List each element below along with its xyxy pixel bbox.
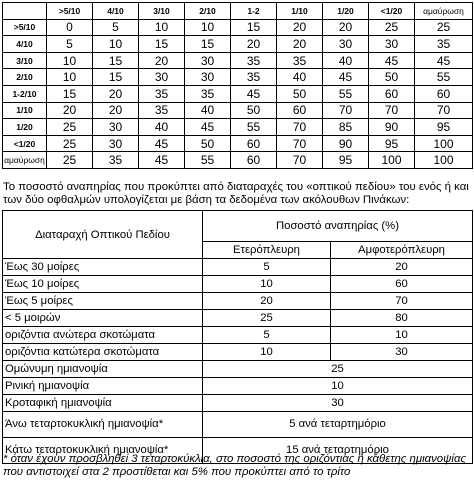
field-merged-value: 10	[203, 378, 473, 395]
grid-row-label: >5/10	[3, 19, 47, 36]
grid-cell: 35	[231, 52, 277, 69]
grid-cell: 50	[185, 135, 231, 152]
field-subheader-bilateral: Αμφοτερόπλευρη	[331, 242, 473, 259]
field-merged-label: Ρινική ημιανοψία	[3, 378, 203, 395]
field-merged-value: 15 ανά τεταρτημόριο	[203, 438, 473, 464]
grid-cell: 35	[139, 85, 185, 102]
grid-cell: 35	[185, 85, 231, 102]
grid-row	[3, 119, 473, 136]
grid-cell: 10	[47, 69, 93, 86]
footnote: * όταν έχουν προσβληθεί 3 τεταρτοκύκλια, στο ποσοστό της οριζόντιας ή κάθετης ημιανοψίας που αντιστοιχεί στα 2 προστίθεται και 5% που προκύπτει από το τρίτο	[3, 453, 466, 478]
grid-cell: 30	[93, 135, 139, 152]
grid-row-label: 1/20	[3, 119, 47, 136]
grid-cell: 15	[139, 36, 185, 53]
grid-cell: 25	[415, 19, 473, 36]
grid-cell: 70	[277, 119, 323, 136]
grid-cell: 20	[139, 52, 185, 69]
grid-cell: 15	[47, 85, 93, 102]
grid-cell: 55	[185, 152, 231, 169]
field-row	[3, 327, 473, 344]
grid-corner-cell	[3, 3, 47, 20]
grid-cell: 70	[323, 102, 369, 119]
field-row	[3, 293, 473, 310]
field-cell-bi: 30	[331, 344, 473, 361]
grid-cell: 30	[369, 36, 415, 53]
grid-cell: 45	[415, 52, 473, 69]
grid-cell: 60	[415, 85, 473, 102]
field-cell-uni: 5	[203, 327, 331, 344]
grid-cell: 45	[231, 85, 277, 102]
grid-cell: 30	[323, 36, 369, 53]
grid-cell: 95	[323, 152, 369, 169]
grid-cell: 85	[323, 119, 369, 136]
field-row	[3, 259, 473, 276]
grid-column-header: <1/20	[369, 3, 415, 20]
field-merged-row	[3, 395, 473, 412]
grid-cell: 35	[93, 152, 139, 169]
field-merged-row	[3, 361, 473, 378]
field-merged-value: 30	[203, 395, 473, 412]
field-cell-bi: 70	[331, 293, 473, 310]
grid-cell: 25	[47, 119, 93, 136]
intro-paragraph: Το ποσοστό αναπηρίας που προκύπτει από διαταραχές του «οπτικού πεδίου» του ενός ή και των δύο οφθαλμών υπολογίζεται με βάση τα δεδομένα των ακόλουθων Πινάκων:	[3, 181, 469, 206]
grid-cell: 5	[47, 36, 93, 53]
grid-cell: 70	[277, 135, 323, 152]
grid-row-label: 1-2/10	[3, 85, 47, 102]
grid-cell: 55	[415, 69, 473, 86]
grid-cell: 20	[231, 36, 277, 53]
acuity-grid-table	[2, 2, 473, 169]
field-cell-uni: 25	[203, 310, 331, 327]
field-cell-bi: 20	[331, 259, 473, 276]
grid-cell: 70	[277, 152, 323, 169]
grid-column-header: αμαύρωση	[415, 3, 473, 20]
grid-cell: 50	[277, 85, 323, 102]
grid-cell: 35	[277, 52, 323, 69]
grid-column-header: 3/10	[139, 3, 185, 20]
grid-cell: 15	[231, 19, 277, 36]
grid-cell: 70	[415, 102, 473, 119]
grid-cell: 45	[139, 135, 185, 152]
grid-row-label: 2/10	[3, 69, 47, 86]
grid-row	[3, 85, 473, 102]
field-merged-value: 5 ανά τεταρτημόριο	[203, 412, 473, 438]
grid-cell: 45	[369, 52, 415, 69]
grid-column-header: 1-2	[231, 3, 277, 20]
grid-cell: 90	[369, 119, 415, 136]
field-cell-label: < 5 μοιρών	[3, 310, 203, 327]
field-merged-row	[3, 412, 473, 438]
grid-cell: 25	[47, 135, 93, 152]
field-cell-label: οριζόντια κατώτερα σκοτώματα	[3, 344, 203, 361]
field-header-percentage: Ποσοστό αναπηρίας (%)	[203, 211, 473, 242]
grid-cell: 60	[231, 135, 277, 152]
grid-row	[3, 19, 473, 36]
grid-cell: 30	[185, 69, 231, 86]
grid-cell: 40	[277, 69, 323, 86]
grid-cell: 100	[415, 152, 473, 169]
grid-row-label: 1/10	[3, 102, 47, 119]
field-merged-label: Άνω τεταρτοκυκλική ημιανοψία*	[3, 412, 203, 438]
grid-cell: 70	[369, 102, 415, 119]
grid-cell: 20	[47, 102, 93, 119]
grid-cell: 25	[369, 19, 415, 36]
grid-row-label: 4/10	[3, 36, 47, 53]
grid-cell: 45	[185, 119, 231, 136]
field-cell-uni: 5	[203, 259, 331, 276]
grid-cell: 15	[93, 52, 139, 69]
field-cell-uni: 10	[203, 344, 331, 361]
field-cell-uni: 20	[203, 293, 331, 310]
grid-cell: 30	[139, 69, 185, 86]
grid-cell: 15	[185, 36, 231, 53]
field-cell-bi: 80	[331, 310, 473, 327]
grid-cell: 15	[93, 69, 139, 86]
grid-row	[3, 102, 473, 119]
grid-cell: 55	[323, 85, 369, 102]
field-cell-label: Έως 30 μοίρες	[3, 259, 203, 276]
grid-row	[3, 52, 473, 69]
grid-cell: 50	[231, 102, 277, 119]
grid-column-header: 1/10	[277, 3, 323, 20]
grid-cell: 10	[185, 19, 231, 36]
grid-cell: 20	[93, 85, 139, 102]
grid-cell: 95	[369, 135, 415, 152]
grid-cell: 35	[415, 36, 473, 53]
grid-cell: 60	[231, 152, 277, 169]
grid-row	[3, 152, 473, 169]
grid-column-header: >5/10	[47, 3, 93, 20]
grid-cell: 20	[93, 102, 139, 119]
grid-cell: 40	[323, 52, 369, 69]
grid-cell: 60	[369, 85, 415, 102]
grid-cell: 90	[323, 135, 369, 152]
grid-row-label: αμαύρωση	[3, 152, 47, 169]
field-cell-bi: 60	[331, 276, 473, 293]
grid-cell: 50	[369, 69, 415, 86]
grid-cell: 20	[323, 19, 369, 36]
grid-cell: 100	[369, 152, 415, 169]
grid-cell: 40	[139, 119, 185, 136]
grid-column-header: 4/10	[93, 3, 139, 20]
grid-column-header: 2/10	[185, 3, 231, 20]
grid-cell: 55	[231, 119, 277, 136]
grid-header-row	[3, 3, 473, 20]
grid-cell: 20	[277, 19, 323, 36]
field-subheader-unilateral: Ετερόπλευρη	[203, 242, 331, 259]
grid-cell: 10	[93, 36, 139, 53]
grid-cell: 10	[47, 52, 93, 69]
grid-cell: 5	[93, 19, 139, 36]
grid-row	[3, 36, 473, 53]
field-merged-label: Ομώνυμη ημιανοψία	[3, 361, 203, 378]
field-cell-label: οριζόντια ανώτερα σκοτώματα	[3, 327, 203, 344]
field-row	[3, 276, 473, 293]
field-merged-row	[3, 378, 473, 395]
visual-field-table	[2, 210, 473, 464]
field-cell-label: Έως 10 μοίρες	[3, 276, 203, 293]
grid-row-label: <1/20	[3, 135, 47, 152]
field-cell-bi: 10	[331, 327, 473, 344]
grid-row	[3, 135, 473, 152]
grid-cell: 45	[139, 152, 185, 169]
field-merged-value: 25	[203, 361, 473, 378]
grid-cell: 30	[93, 119, 139, 136]
field-cell-label: Έως 5 μοίρες	[3, 293, 203, 310]
field-row	[3, 310, 473, 327]
grid-cell: 35	[139, 102, 185, 119]
grid-row-label: 3/10	[3, 52, 47, 69]
field-merged-label: Κάτω τεταρτοκυκλική ημιανοψία*	[3, 438, 203, 464]
grid-column-header: 1/20	[323, 3, 369, 20]
field-cell-uni: 10	[203, 276, 331, 293]
grid-row	[3, 69, 473, 86]
field-merged-label: Κροταφική ημιανοψία	[3, 395, 203, 412]
grid-cell: 0	[47, 19, 93, 36]
grid-cell: 100	[415, 135, 473, 152]
grid-cell: 25	[47, 152, 93, 169]
grid-cell: 10	[139, 19, 185, 36]
grid-cell: 60	[277, 102, 323, 119]
grid-cell: 45	[323, 69, 369, 86]
grid-cell: 35	[231, 69, 277, 86]
field-row	[3, 344, 473, 361]
field-header-disturbance: Διαταραχή Οπτικού Πεδίου	[3, 211, 203, 259]
grid-cell: 20	[277, 36, 323, 53]
grid-cell: 40	[185, 102, 231, 119]
grid-cell: 95	[415, 119, 473, 136]
grid-cell: 30	[185, 52, 231, 69]
